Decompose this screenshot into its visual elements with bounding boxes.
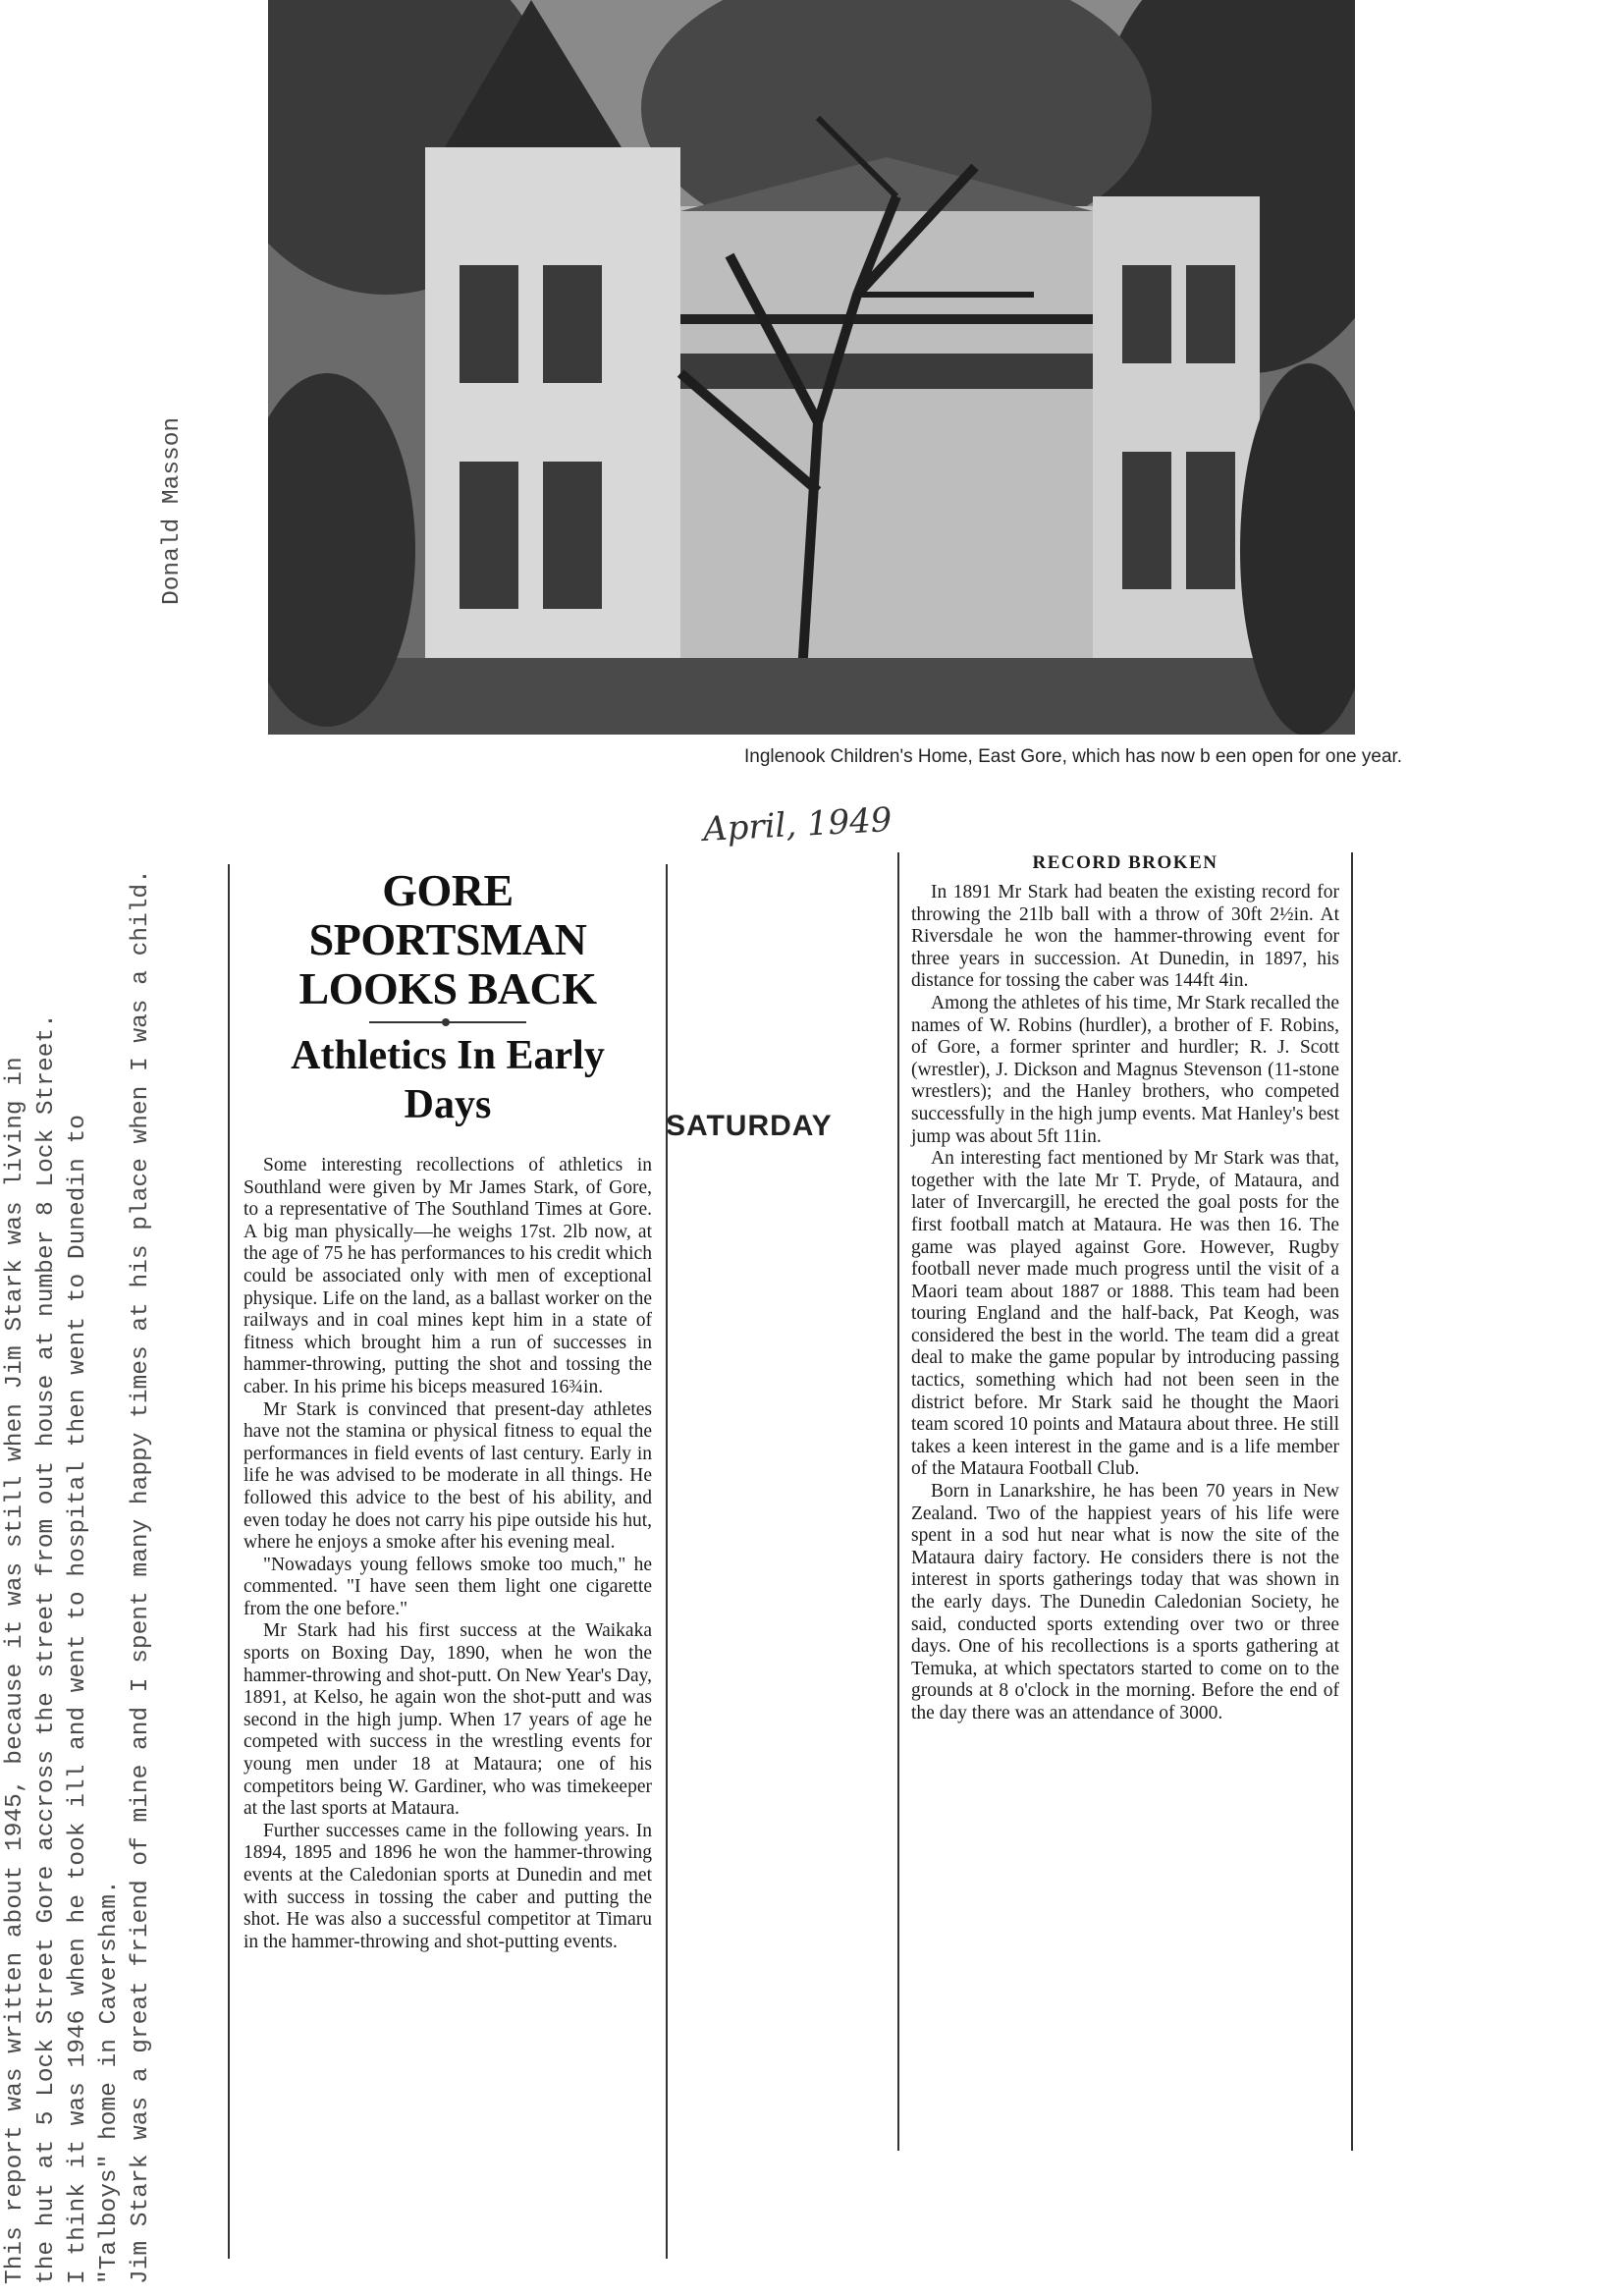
paragraph: In 1891 Mr Stark had beaten the existing record for throwing the 21lb ball with a throw of 30ft 2½in. At Riversdale he won the hammer-throwing event for three years in succession. At Dunedin, in 1897, his distance for tossing the caber was 144ft 4in. — [911, 882, 1339, 992]
house-illustration — [268, 0, 1355, 735]
note-line: Jim Stark was a great friend of mine and I spent many happy times at his place when I was a child. — [128, 869, 154, 2284]
handwritten-date: April, 1949 — [702, 799, 893, 850]
subhead-line: Days — [404, 1082, 492, 1127]
paragraph: Some interesting recollections of athletics in Southland were given by Mr James Stark, of Gore, to a representative of The Southland Times at Gore. A big man physically—he weighs 17st. 2lb now, at the age of 75 he has performances to his credit which could be associated only with men of exceptional physique. Life on the land, as a ballast worker on the railways and in coal mines kept him in a state of fitness which brought him a run of successes in hammer-throwing, putting the shot and tossing the caber. In his prime his biceps measured 16¾in. — [244, 1155, 652, 1397]
note-line: the hut at 5 Lock Street Gore accross the street from out house at number 8 Lock Street. — [33, 1013, 60, 2284]
paragraph: Born in Lanarkshire, he has been 70 years in New Zealand. Two of the happiest years of his life were spent in a sod hut near what is now the site of the Mataura dairy factory. He considers there is not the interest in sports gatherings today that was shown in the early days. The Dunedin Caledonian Society, he said, conducted sports extending over two or three days. One of his recollections is a sports gathering at Temuka, at which spectators started to come on to the grounds at 8 o'clock in the morning. Before the end of the day there was an attendance of 3000. — [911, 1481, 1339, 1723]
headline-line: GORE SPORTSMAN — [308, 865, 587, 964]
paragraph: "Nowadays young fellows smoke too much," he commented. "I have seen them light one cigarette from the one before." — [244, 1554, 652, 1619]
photo-caption: Inglenook Children's Home, East Gore, which has now b een open for one year. — [744, 746, 1403, 767]
note-signature: Donald Masson — [159, 416, 186, 605]
headline-line: LOOKS BACK — [298, 963, 597, 1013]
note-line: This report was written about 1945, because it was still when Jim Stark was living in — [2, 1057, 28, 2284]
article-body-left — [244, 1155, 652, 1953]
article-body-right — [911, 882, 1339, 1725]
section-heading: RECORD BROKEN — [1032, 852, 1218, 873]
note-line: I think it was 1946 when he took ill and went to hospital then went to Dunedin to — [65, 1115, 91, 2284]
paragraph: Among the athletes of his time, Mr Stark recalled the names of W. Robins (hurdler), a brother of F. Robins, of Gore, a former sprinter and hurdler; R. J. Scott (wrestler), J. Dickson and Magnus Stevenson (11-stone wrestlers); and the Hanley brothers, who competed successfully in the high jump events. Mat Hanley's best jump was about 5ft 11in. — [911, 992, 1339, 1147]
paragraph: An interesting fact mentioned by Mr Stark was that, together with the late Mr T. Pryde, of Mataura, and later of Invercargill, he erected the goal posts for the first football match at Mataura. He was then 16. The game was played against Gore. However, Rugby football never made much progress until the visit of a Maori team about 1887 or 1888. This team had been touring England and the half-back, Pat Keogh, was considered the best in the world. The team did a great deal to make the game popular by introducing passing tactics, something which had not been seen in the district before. Mr Stark said he thought the Maori team scored 10 points and Mataura about three. He still takes a keen interest in the game and is a life member of the Mataura Football Club. — [911, 1148, 1339, 1480]
divider-rule — [369, 1021, 526, 1023]
paragraph: Mr Stark is convinced that present-day athletes have not the stamina or physical fitness to equal the performances in field events of last century. Early in life he was advised to be moderate in all things. He followed this advice to the best of his ability, and even today he does not carry his pipe outside his hut, where he enjoys a smoke after his evening meal. — [244, 1398, 652, 1554]
subhead-line: Athletics In Early — [291, 1033, 605, 1078]
margin-typewritten-note — [0, 18, 255, 2296]
note-line: "Talboys" home in Caversham. — [96, 1880, 123, 2284]
paragraph: Further successes came in the following years. In 1894, 1895 and 1896 he won the hammer-throwing events at the Caledonian sports at Dunedin and met with success in tossing the caber and putting the shot. He was also a successful competitor at Timaru in the hammer-throwing and shot-putting events. — [244, 1820, 652, 1952]
subheadline — [244, 1031, 652, 1129]
article-left-column — [228, 864, 668, 2259]
stray-heading: SATURDAY — [666, 1110, 833, 1142]
paragraph: Mr Stark had his first success at the Waikaka sports on Boxing Day, 1890, when he won the hammer-throwing and shot-putt. On New Year's Day, 1891, at Kelso, he again won the shot-putt and was second in the high jump. When 17 years of age he competed with success in the wrestling events for young men under 18 at Mataura; one of his competitors being W. Gardiner, who was timekeeper at the last sports at Mataura. — [244, 1620, 652, 1820]
headline — [244, 864, 652, 1013]
house-photo — [268, 0, 1355, 735]
article-right-column — [897, 852, 1353, 2151]
